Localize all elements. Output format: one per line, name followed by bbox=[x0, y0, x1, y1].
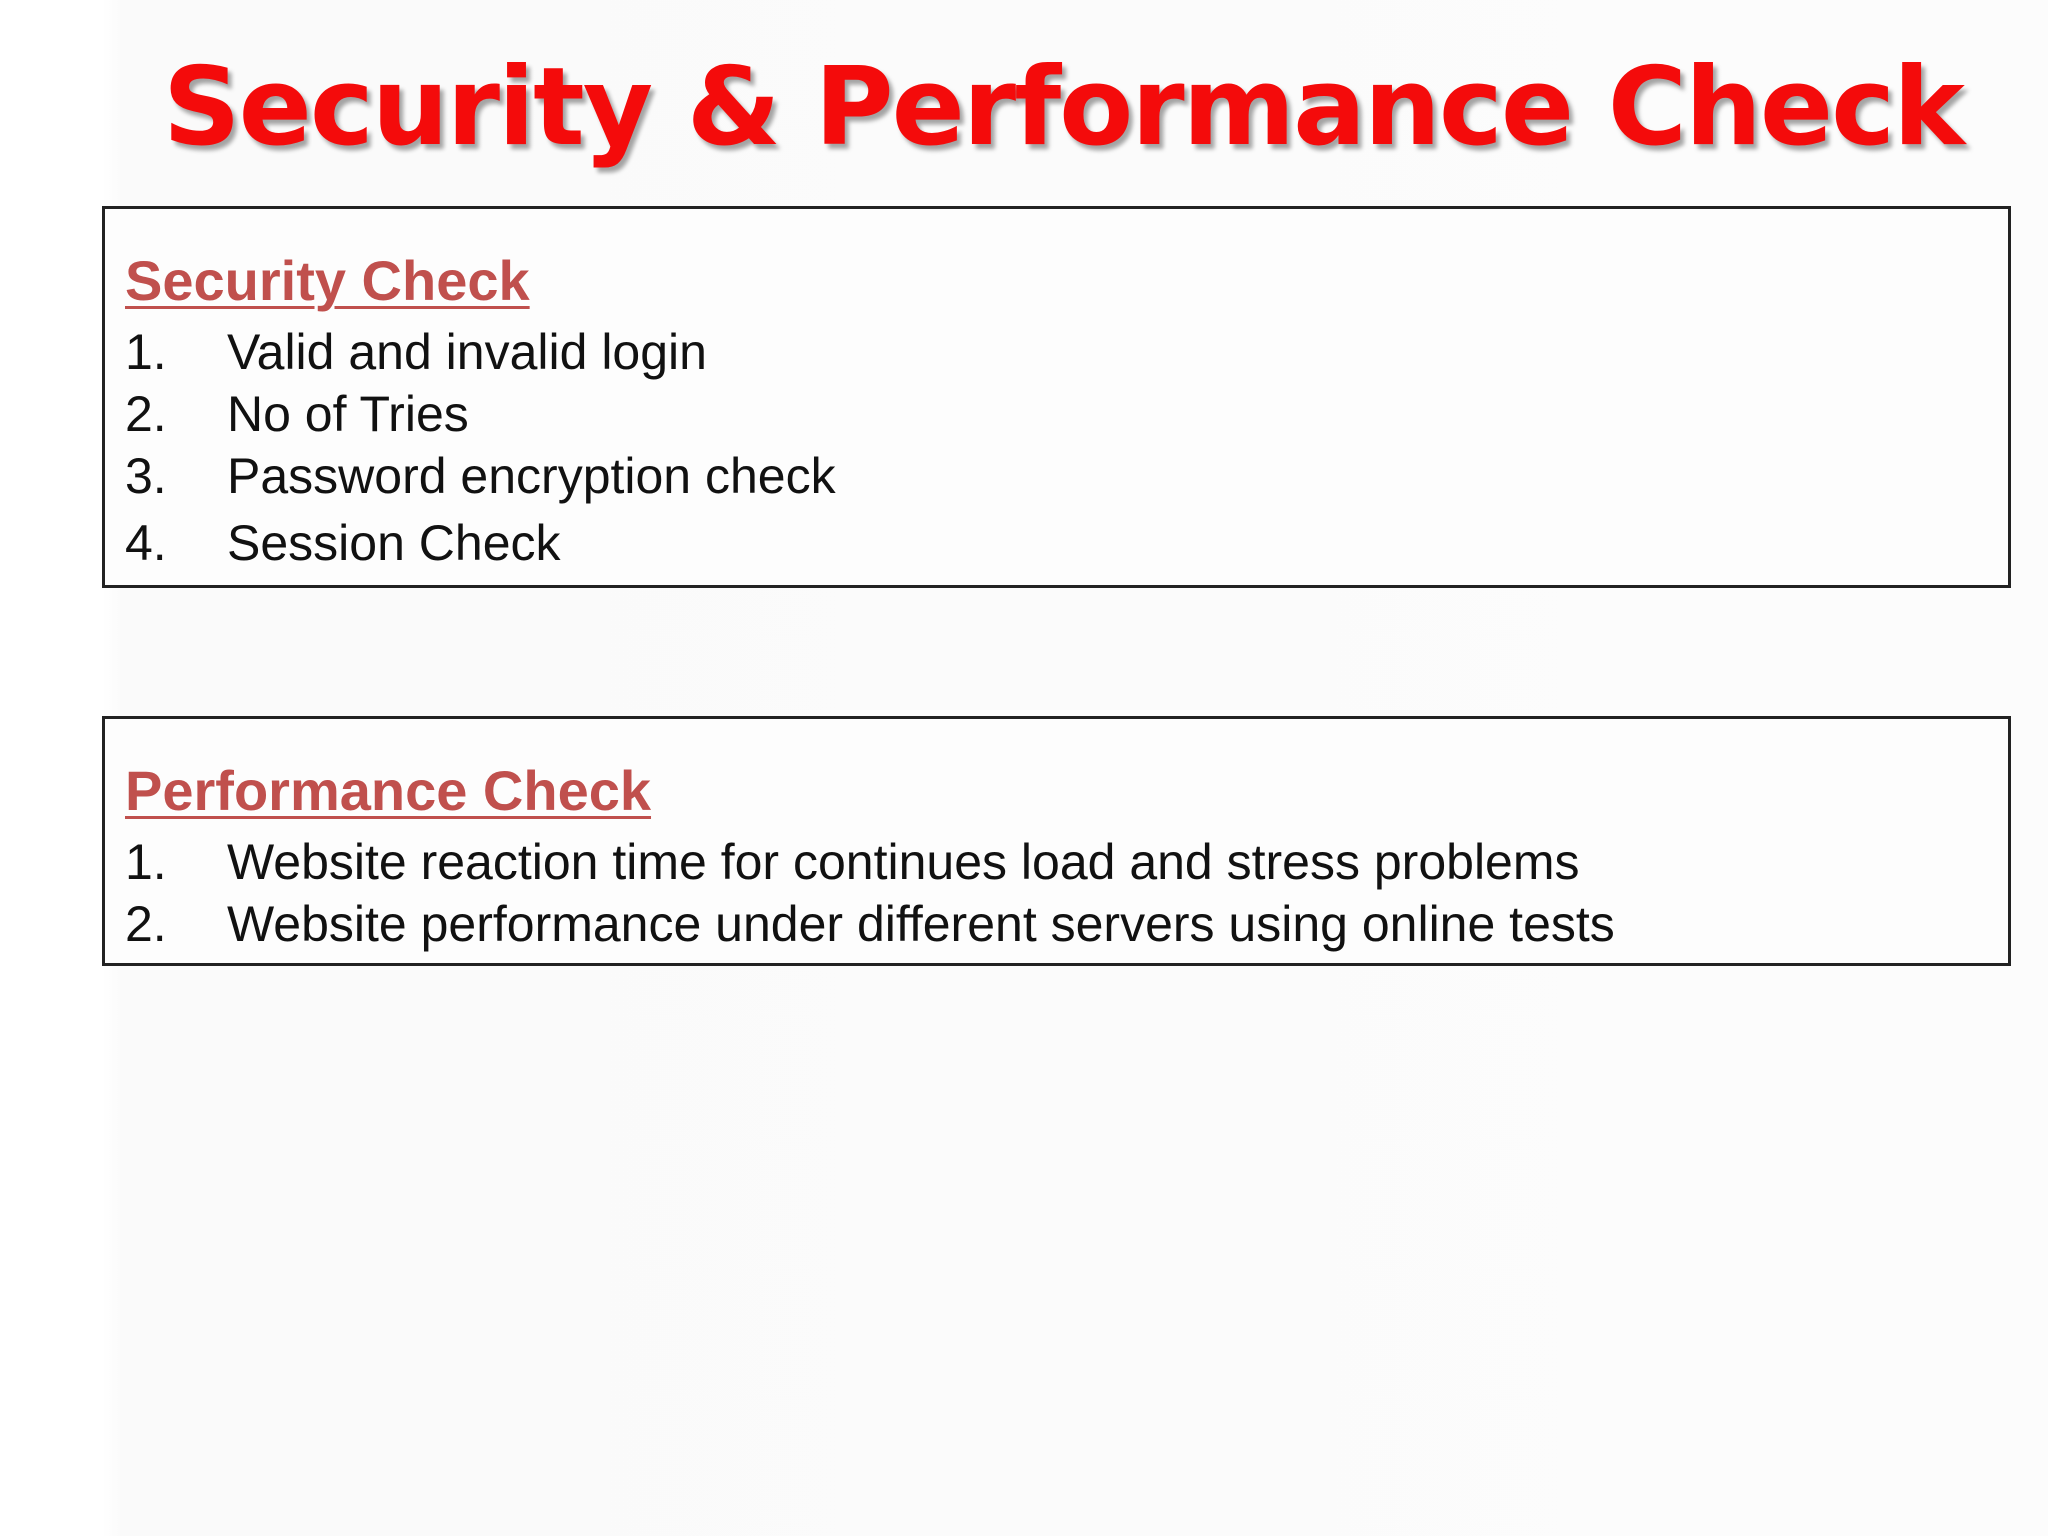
security-check-list bbox=[125, 321, 836, 579]
list-item bbox=[125, 445, 836, 507]
security-check-box bbox=[102, 206, 2011, 588]
security-check-heading: Security Check bbox=[125, 249, 530, 312]
list-item-text: Password encryption check bbox=[227, 448, 836, 504]
list-item-number: 1. bbox=[125, 324, 167, 380]
list-item-text: Website performance under different servers using online tests bbox=[227, 896, 1615, 952]
list-item bbox=[125, 512, 836, 579]
list-item bbox=[125, 321, 836, 383]
performance-check-list bbox=[125, 831, 1615, 955]
list-item-number: 3. bbox=[125, 448, 167, 504]
list-item-number: 1. bbox=[125, 834, 167, 890]
list-item-number: 2. bbox=[125, 896, 167, 952]
list-item bbox=[125, 831, 1615, 893]
list-item-text: Session Check bbox=[227, 515, 561, 571]
list-item bbox=[125, 383, 836, 445]
list-item-text: No of Tries bbox=[227, 386, 469, 442]
performance-check-box bbox=[102, 716, 2011, 966]
list-item-text: Website reaction time for continues load and stress problems bbox=[227, 834, 1580, 890]
list-item bbox=[125, 893, 1615, 955]
list-item-number: 2. bbox=[125, 386, 167, 442]
list-item-text: Valid and invalid login bbox=[227, 324, 707, 380]
performance-check-heading: Performance Check bbox=[125, 759, 652, 822]
list-item-number: 4. bbox=[125, 515, 167, 571]
slide-title: Security & Performance Check bbox=[162, 45, 1963, 170]
